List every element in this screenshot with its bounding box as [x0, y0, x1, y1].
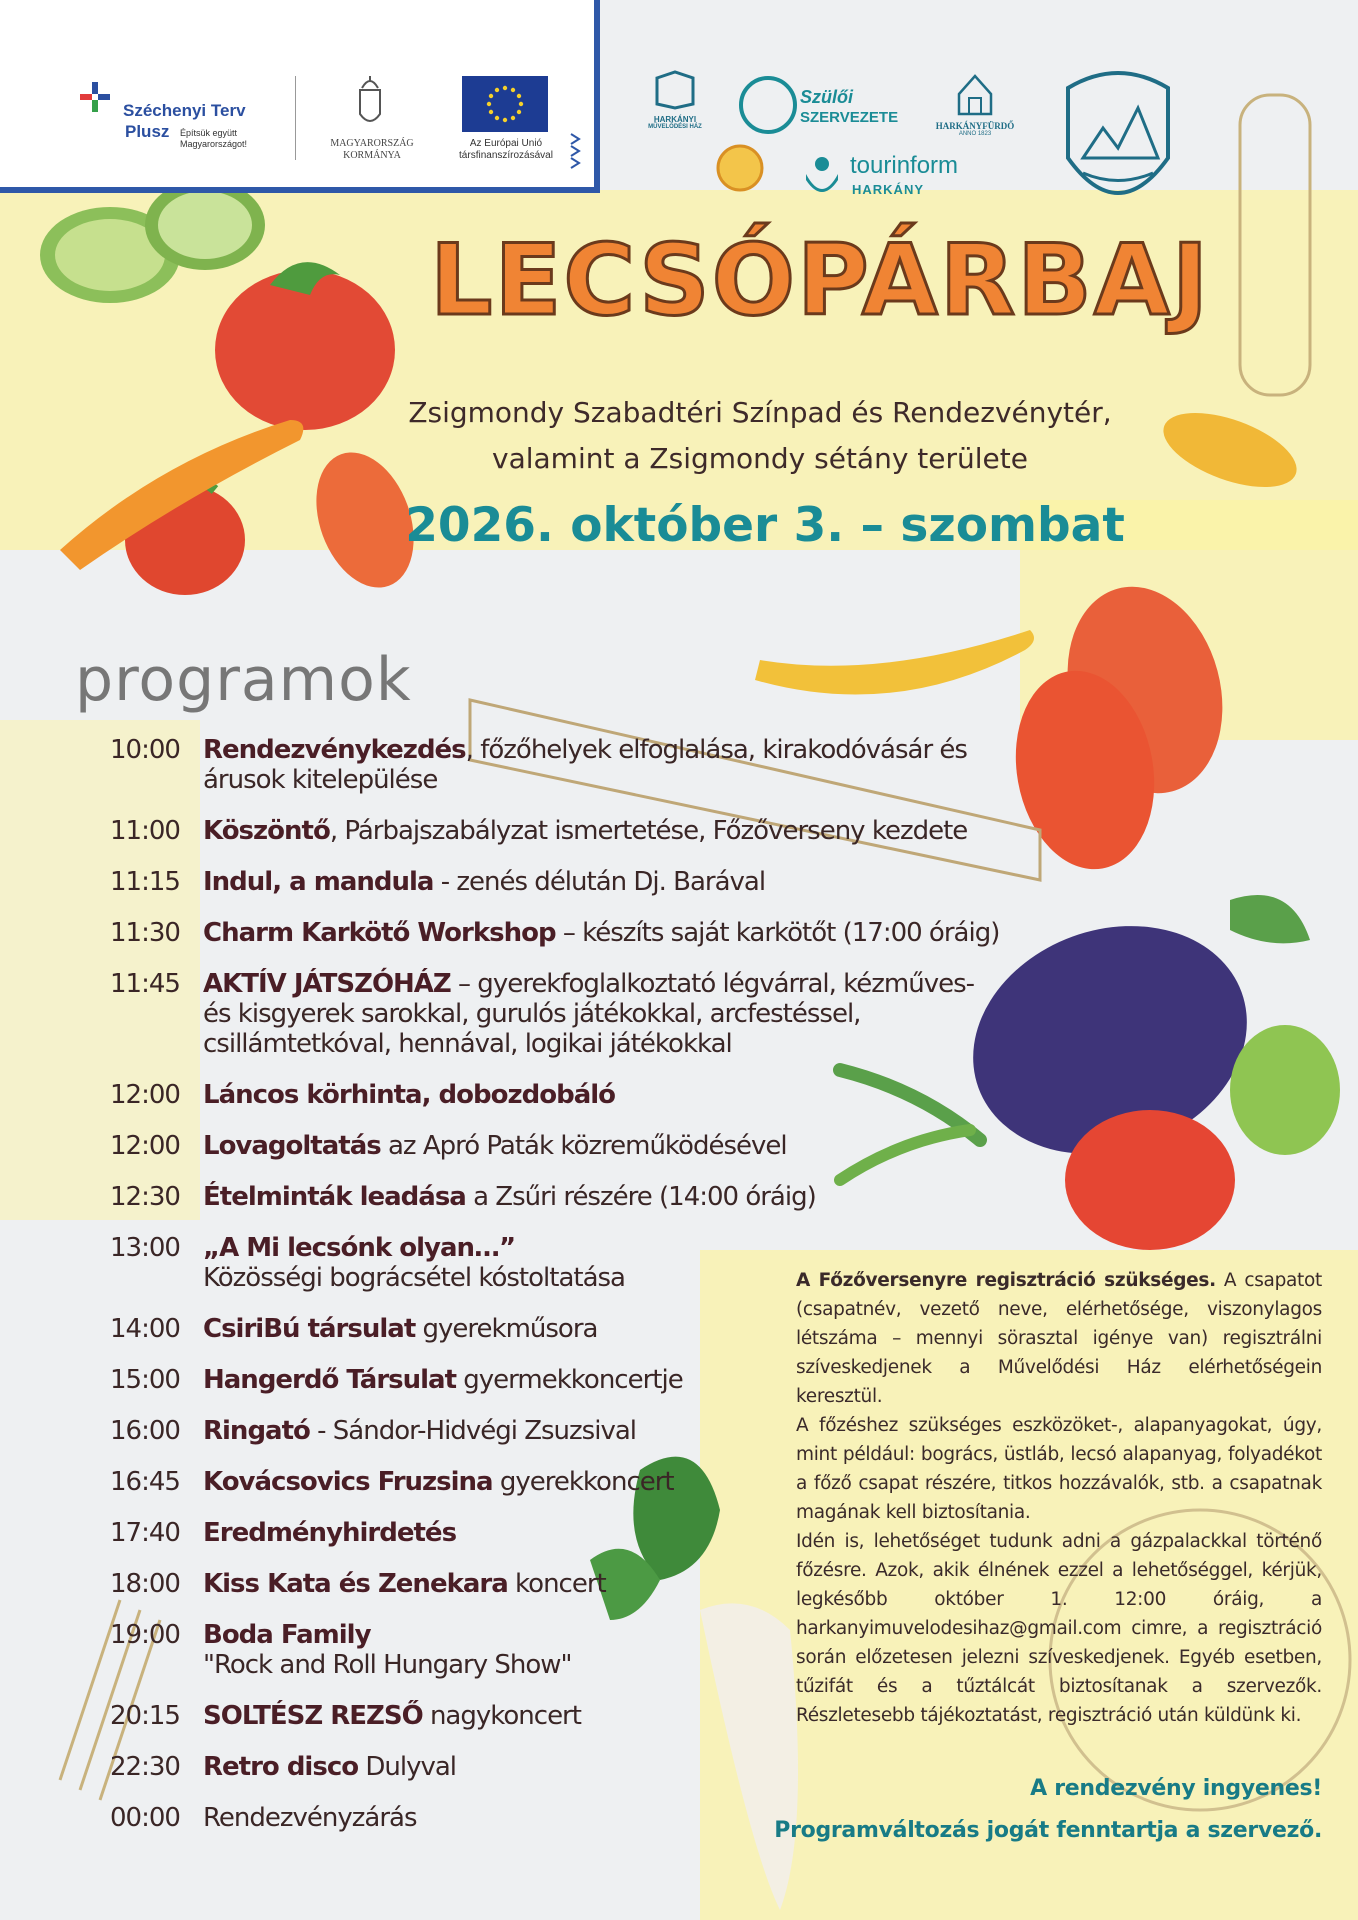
eu-stars-icon: [462, 76, 548, 132]
registration-info: [796, 1266, 1322, 1730]
schedule-highlight: Hangerdő Társulat: [203, 1365, 457, 1395]
schedule-detail: Rendezvényzárás: [203, 1803, 417, 1833]
schedule-detail: koncert: [507, 1569, 606, 1599]
schedule-highlight: Kovácsovics Fruzsina: [203, 1467, 493, 1497]
schedule-description: [203, 1131, 1000, 1161]
schedule-time: 10:00: [110, 735, 180, 765]
event-title: LECSÓPÁRBAJ: [430, 224, 1211, 338]
building-icon: [955, 70, 995, 116]
schedule-highlight: SOLTÉSZ REZSŐ: [203, 1701, 423, 1731]
schedule-description: [203, 735, 1000, 795]
schedule-highlight: CsiriBú társulat: [203, 1314, 416, 1344]
info-paragraph-2: A főzéshez szükséges eszközöket-, alapanyagokat, úgy, mint például: bogrács, üstláb, lecsó alapanyag, folyadékot a főző csapat részére, titkos hozzávalók, stb. a csapatnak magának kell biztosítania.: [796, 1415, 1322, 1523]
schedule-row: [100, 735, 1000, 795]
schedule-highlight: Köszöntő: [203, 816, 330, 846]
schedule-detail: , Párbajszabályzat ismertetése, Főzőverseny kezdete: [329, 816, 968, 846]
divider: [295, 76, 296, 160]
venue-line-1: Zsigmondy Szabadtéri Színpad és Rendezvénytér,: [408, 396, 1112, 429]
schedule-time: 17:40: [110, 1518, 180, 1548]
schedule-row: [100, 1131, 1000, 1161]
schedule-description: [203, 918, 1000, 948]
schedule-description: [203, 1182, 1000, 1212]
schedule-row: [100, 867, 1000, 897]
schedule-time: 12:30: [110, 1182, 180, 1212]
schedule-description: [203, 1080, 1000, 1110]
schedule-detail: gyermekkoncertje: [456, 1365, 683, 1395]
schedule-time: 11:15: [110, 867, 180, 897]
szechenyi-cross-icon: [80, 82, 110, 112]
event-date: 2026. október 3. – szombat: [405, 498, 1125, 553]
schedule-detail: – gyerekfoglalkoztató légvárral, kézműves- és kisgyerek sarokkal, gurulós játékokkal, arcfestéssel, csillámtetkóval, hennával, logikai játékokkal: [203, 969, 975, 1059]
schedule-time: 12:00: [110, 1080, 180, 1110]
szechenyi-tagline: Építsük együtt Magyarországot!: [180, 128, 248, 149]
schedule-highlight: Boda Family: [203, 1620, 371, 1650]
schedule-detail: – készíts saját karkötőt (17:00 óráig): [555, 918, 1000, 948]
schedule-time: 22:30: [110, 1752, 180, 1782]
free-event-note: A rendezvény ingyenes!: [1030, 1776, 1322, 1801]
eu-flag-icon: [462, 76, 548, 132]
schedule-time: 14:00: [110, 1314, 180, 1344]
schedule-time: 11:45: [110, 969, 180, 999]
schedule-time: 13:00: [110, 1233, 180, 1263]
info-paragraph-3: Idén is, lehetőséget tudunk adni a gázpalackkal történő főzésre. Azok, akik élnének ezzel a lehetőséggel, kérjük, legkésőbb október 1. 12:00 óráig, a harkanyimuvelodesihaz@gmail.com cimre, a regisztráció során előzetesen jelezni szíveskedjenek. Egyéb esetben, tűzifát és a tűztálcát biztosítanak a szervezők. Részletesebb tájékoztatást, regisztráció után küldünk ki.: [796, 1531, 1322, 1726]
harkanyfurdo-logo: HARKÁNYFÜRDŐ ANNO 1823: [925, 70, 1025, 137]
szechenyi-line1: Széchenyi Terv: [123, 101, 246, 120]
schedule-detail: gyerekkoncert: [492, 1467, 674, 1497]
schedule-highlight: Indul, a mandula: [203, 867, 434, 897]
schedule-detail: a Zsűri részére (14:00 óráig): [465, 1182, 816, 1212]
government-logo-text: MAGYARORSZÁG KORMÁNYA: [330, 138, 414, 161]
schedule-row: [100, 969, 1000, 1059]
schedule-time: 20:15: [110, 1701, 180, 1731]
schedule-detail: gyerekműsora: [415, 1314, 598, 1344]
schedule-highlight: Kiss Kata és Zenekara: [203, 1569, 508, 1599]
sun-logo: [712, 140, 768, 201]
info-paragraph-1: A Főzőversenyre regisztráció szükséges. A csapatot (csapatnév, vezető neve, elérhetősége, viszonylagos létszáma – mennyi sörasztal igénye van) regisztrálni szíveskedjenek a Művelődési Ház elérhetőségein keresztül.: [796, 1270, 1322, 1407]
schedule-time: 12:00: [110, 1131, 180, 1161]
schedule-time: 11:00: [110, 816, 180, 846]
schedule-highlight: Ételminták leadása: [203, 1182, 466, 1212]
schedule-detail: - Sándor-Hidvégi Zsuzsival: [309, 1416, 636, 1446]
schedule-description: [203, 969, 1000, 1059]
schedule-detail: Dulyval: [358, 1752, 457, 1782]
sun-icon: [712, 140, 768, 196]
schedule-time: 16:45: [110, 1467, 180, 1497]
schedule-time: 15:00: [110, 1365, 180, 1395]
hungary-crest-icon: [356, 76, 384, 132]
sponsor-header: [0, 0, 600, 193]
info-registration-required: A Főzőversenyre regisztráció szükséges.: [796, 1270, 1216, 1291]
schedule-highlight: Ringató: [203, 1416, 310, 1446]
schedule-detail: , főzőhelyek elfoglalása, kirakodóvásár és árusok kitelepülése: [203, 735, 967, 795]
schedule-highlight: Retro disco: [203, 1752, 359, 1782]
schedule-time: 18:00: [110, 1569, 180, 1599]
schedule-detail: "Rock and Roll Hungary Show": [203, 1650, 572, 1680]
schedule-time: 16:00: [110, 1416, 180, 1446]
schedule-row: [100, 816, 1000, 846]
schedule-time: 19:00: [110, 1620, 180, 1650]
programs-heading: programok: [75, 645, 412, 715]
schedule-detail: - zenés délután Dj. Barával: [433, 867, 766, 897]
szuloi-circle-icon: [738, 75, 798, 135]
schedule-row: [100, 918, 1000, 948]
schedule-highlight: Charm Karkötő Workshop: [203, 918, 556, 948]
harkany-coat-of-arms-icon: [1058, 68, 1178, 218]
schedule-row: [100, 1080, 1000, 1110]
chevrons-icon: [568, 130, 586, 170]
schedule-time: 11:30: [110, 918, 180, 948]
schedule-description: [203, 867, 1000, 897]
schedule-highlight: Rendezvénykezdés: [203, 735, 466, 765]
schedule-highlight: „A Mi lecsónk olyan…”: [203, 1233, 516, 1263]
schedule-highlight: Láncos körhinta, dobozdobáló: [203, 1080, 616, 1110]
schedule-detail: nagykoncert: [422, 1701, 581, 1731]
info-person-icon: [800, 154, 844, 198]
schedule-highlight: Eredményhirdetés: [203, 1518, 457, 1548]
book-icon: [653, 70, 697, 110]
schedule-row: [100, 1182, 1000, 1212]
schedule-highlight: Lovagoltatás: [203, 1131, 381, 1161]
szechenyi-line2: Plusz: [125, 122, 170, 141]
schedule-detail: az Apró Paták közreműködésével: [380, 1131, 787, 1161]
venue-line-2: valamint a Zsigmondy sétány területe: [492, 442, 1028, 475]
program-change-note: Programváltozás jogát fenntartja a szervező.: [774, 1818, 1322, 1843]
schedule-detail: Közösségi bográcsétel kóstoltatása: [203, 1263, 625, 1293]
muvelodesi-haz-logo: HARKÁNYI MŰVELŐDÉSI HÁZ: [640, 70, 710, 130]
eu-logo-text: Az Európai Unió társfinanszírozásával: [459, 138, 553, 161]
schedule-description: [203, 816, 1000, 846]
schedule-time: 00:00: [110, 1803, 180, 1833]
schedule-highlight: AKTÍV JÁTSZÓHÁZ: [203, 969, 451, 999]
